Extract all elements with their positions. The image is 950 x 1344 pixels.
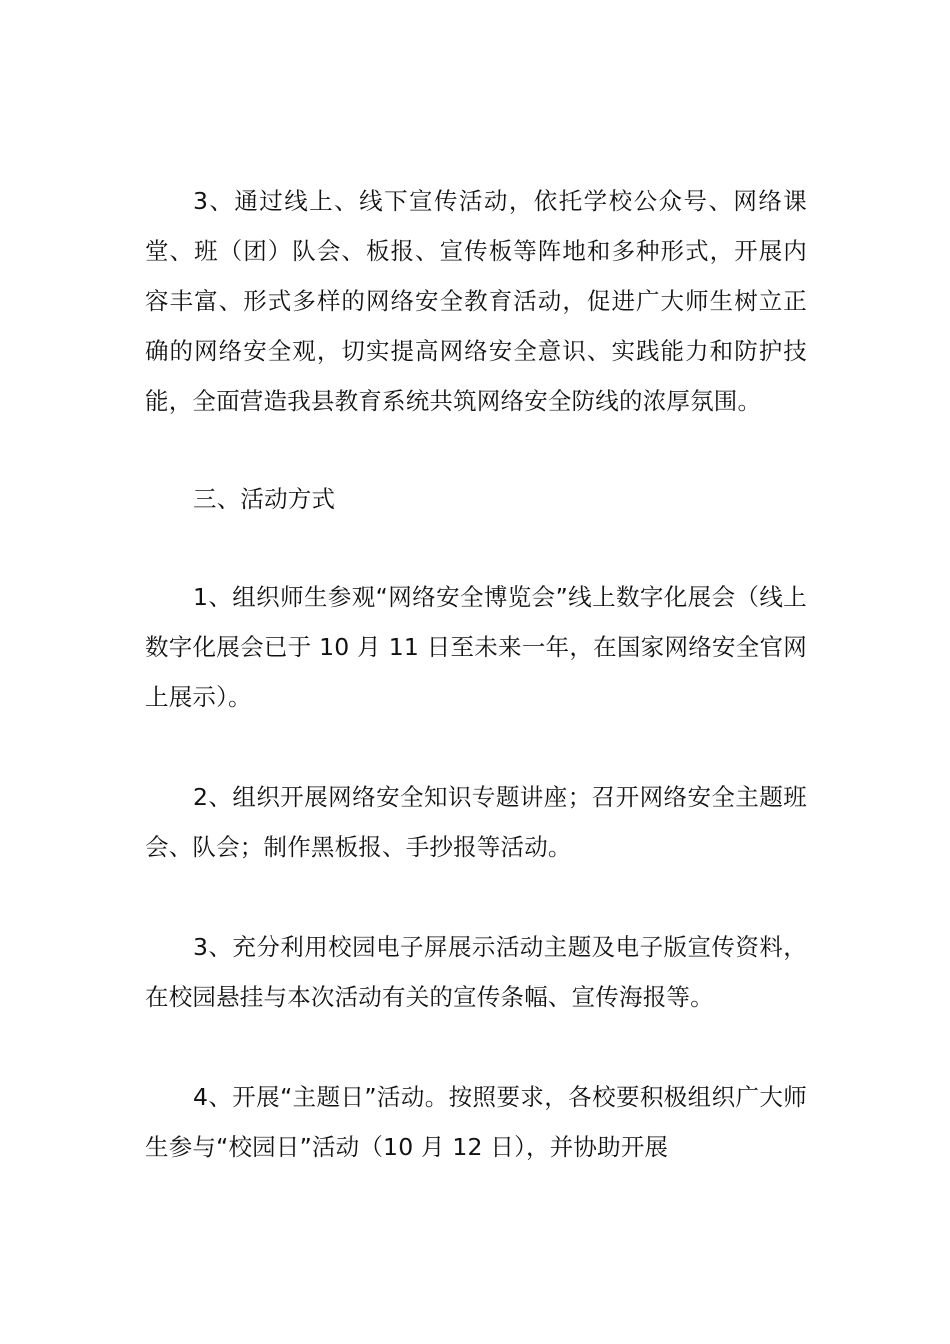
paragraph-promotion-activities: 3、通过线上、线下宣传活动，依托学校公众号、网络课堂、班（团）队会、板报、宣传板等阵地和多种形式，开展内容丰富、形式多样的网络安全教育活动，促进广大师生树立正确的网络安全观，切实提高网络安全意识、实践能力和防护技能，全面营造我县教育系统共筑网络安全防线的浓厚氛围。: [145, 187, 807, 415]
paragraph-method-3: 3、充分利用校园电子屏展示活动主题及电子版宣传资料，在校园悬挂与本次活动有关的宣传条幅、宣传海报等。: [145, 933, 807, 1011]
document-body: [145, 176, 807, 1172]
paragraph-spacer: [145, 524, 807, 572]
paragraph-method-1: 1、组织师生参观“网络安全博览会”线上数字化展会（线上数字化展会已于 10 月 11 日至未来一年，在国家网络安全官网上展示）。: [145, 583, 807, 711]
paragraph-method-4: 4、开展“主题日”活动。按照要求，各校要积极组织广大师生参与“校园日”活动（10 月 12 日），并协助开展: [145, 1083, 807, 1161]
paragraph-spacer: [145, 1022, 807, 1072]
paragraph-spacer: [145, 872, 807, 922]
paragraph-method-2: 2、组织开展网络安全知识专题讲座；召开网络安全主题班会、队会；制作黑板报、手抄报等活动。: [145, 783, 807, 861]
paragraph-spacer: [145, 722, 807, 772]
paragraph-spacer: [145, 426, 807, 474]
section-heading-activity-methods: 三、活动方式: [193, 485, 336, 513]
